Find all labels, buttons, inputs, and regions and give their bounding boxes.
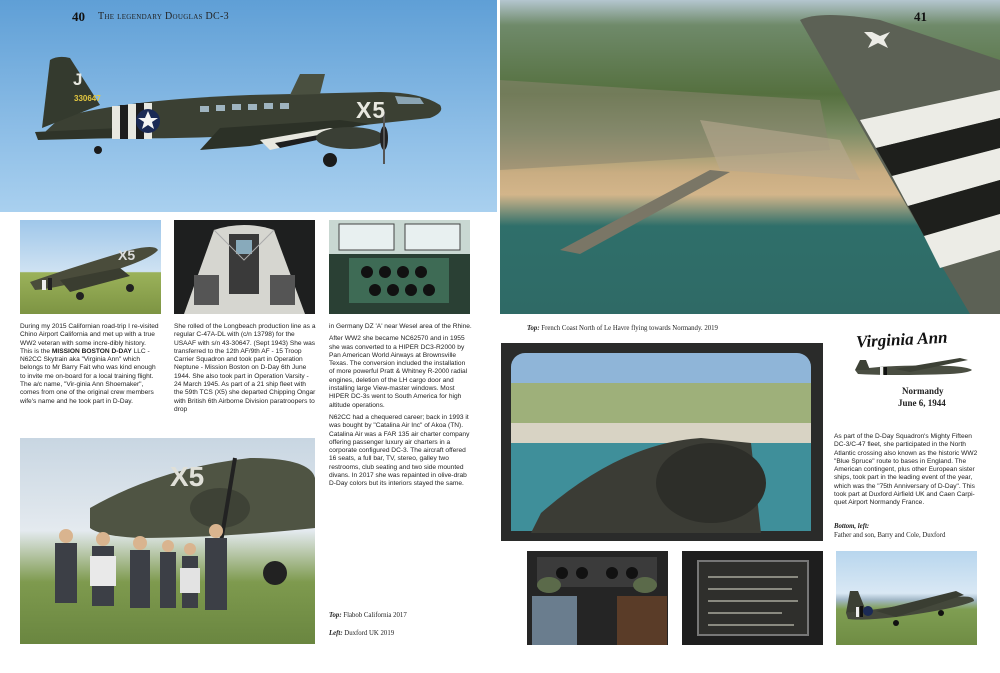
caption-french-coast: Top: French Coast North of Le Havre flying towards Normandy. 2019 bbox=[527, 325, 718, 332]
text-column-4 bbox=[834, 433, 982, 512]
hero-aircraft-photo bbox=[0, 0, 497, 212]
paragraph-history: She rolled of the Longbeach production line as a regular C-47A-DL with (c/n 13798) for the USAAF with s/n 43-30647. (Sept 1943) She was transferred to the 12th AF/9th AF - 15 Troop Carrier Squadron and took part in Operation Neptune - Mission Boston on D-Day 6th June 1944. She also took part in Operation Varsity - 24 March 1945. As part of a 21 ship fleet with the 59th TCS (X5) she departed Chipping Ongar with British 6th Airborne Division paratroopers to drop bbox=[174, 323, 316, 413]
photo-pilots-cockpit bbox=[527, 551, 668, 645]
svg-text:X5: X5 bbox=[170, 461, 205, 492]
badge-aircraft-icon bbox=[850, 354, 980, 384]
photo-cockpit-panel bbox=[329, 220, 470, 314]
photo-duxford-group bbox=[20, 438, 315, 644]
left-page-number: 40 bbox=[72, 9, 85, 24]
badge-title: Virginia Ann bbox=[855, 327, 948, 352]
paragraph-post-war: After WW2 she became NC62570 and in 1955 she was converted to a HIPER DC3-R2000 by Pan American World Airways at Brownsville Texas. The conversion included the installation of more powerful Pratt & Whitney R-2000 radial engines, deletion of the LH cargo door and installing large View-master windows. Most HIPER DC-3s went to South America for high altitude operations. bbox=[329, 335, 468, 409]
text-column-2 bbox=[174, 323, 316, 418]
caption-father-son-label: Bottom, left: bbox=[834, 523, 870, 530]
dc3-illustration bbox=[0, 0, 497, 212]
svg-text:X5: X5 bbox=[118, 247, 136, 263]
caption-flabob: Top: Flabob California 2017 bbox=[329, 612, 407, 619]
caption-duxford: Left: Duxford UK 2019 bbox=[329, 630, 395, 637]
text-column-1 bbox=[20, 323, 160, 410]
paragraph-dday-squadron: As part of the D-Day Squadron's Mighty Fifteen DC-3/C-47 fleet, she participated in the North Atlantic crossing also known as the historic WW2 "Blue Spruce" route to bases in England. The American contingent, plus other European sister ships, took part in the leading event of the year, which was the "75th Anniversary of D-Day". This took part at Duxford Airfield UK and Caen Carpi-quet Airport Normandy France. bbox=[834, 433, 978, 507]
photo-flabob-aircraft bbox=[20, 220, 161, 314]
right-page-number: 41 bbox=[914, 9, 927, 24]
photo-cabin-interior bbox=[174, 220, 315, 314]
tail-letter: J bbox=[73, 70, 83, 89]
photo-aircraft-taxi bbox=[836, 551, 977, 645]
tail-serial: 330647 bbox=[74, 94, 101, 103]
caption-father-son-text: Father and son, Barry and Cole, Duxford bbox=[834, 532, 946, 539]
photo-data-plate bbox=[682, 551, 823, 645]
virginia-ann-badge bbox=[838, 326, 988, 421]
running-head: The legendary Douglas DC-3 bbox=[98, 11, 229, 22]
paragraph-intro: During my 2015 Californian road-trip I re-visited Chino Airport California and met up with a true WW2 veteran with some incre-dibly history. This is the MISSION BOSTON D-DAY LLC - N62CC Skytrain aka "Virginia Ann" which belongs to Mr Barry Fait who was kind enough to invite me on-board for a local training flight. The a/c name, "Vir-ginia Ann Shoemaker", comes from one of the original crew members wife's name and he took part in D-Day. bbox=[20, 323, 159, 405]
fuselage-code: X5 bbox=[356, 97, 387, 123]
mission-name: MISSION BOSTON D-DAY bbox=[51, 347, 132, 355]
photo-window-view bbox=[501, 343, 823, 541]
photo-aerial-coast bbox=[500, 0, 1000, 314]
paragraph-drop-zone: in Germany DZ 'A' near Wesel area of the Rhine. bbox=[329, 323, 472, 330]
badge-line-date: June 6, 1944 bbox=[898, 398, 946, 408]
badge-line-normandy: Normandy bbox=[902, 386, 944, 396]
caption-father-son bbox=[834, 522, 982, 540]
paragraph-career: N62CC had a chequered career; back in 1993 it was bought by "Catalina Air Inc" of Akoa (TN). Catalina Air was a FAR 135 air charter company offering passenger luxury air charters in a corporate configured DC-3. The aircraft offered 16 seats, a full bar, TV, stereo, galley two restrooms, club seating and two side mounted divans. In 2017 she was repainted in olive-drab D-Day colors but its interiors stayed the same. bbox=[329, 413, 470, 488]
text-column-3 bbox=[329, 323, 472, 493]
